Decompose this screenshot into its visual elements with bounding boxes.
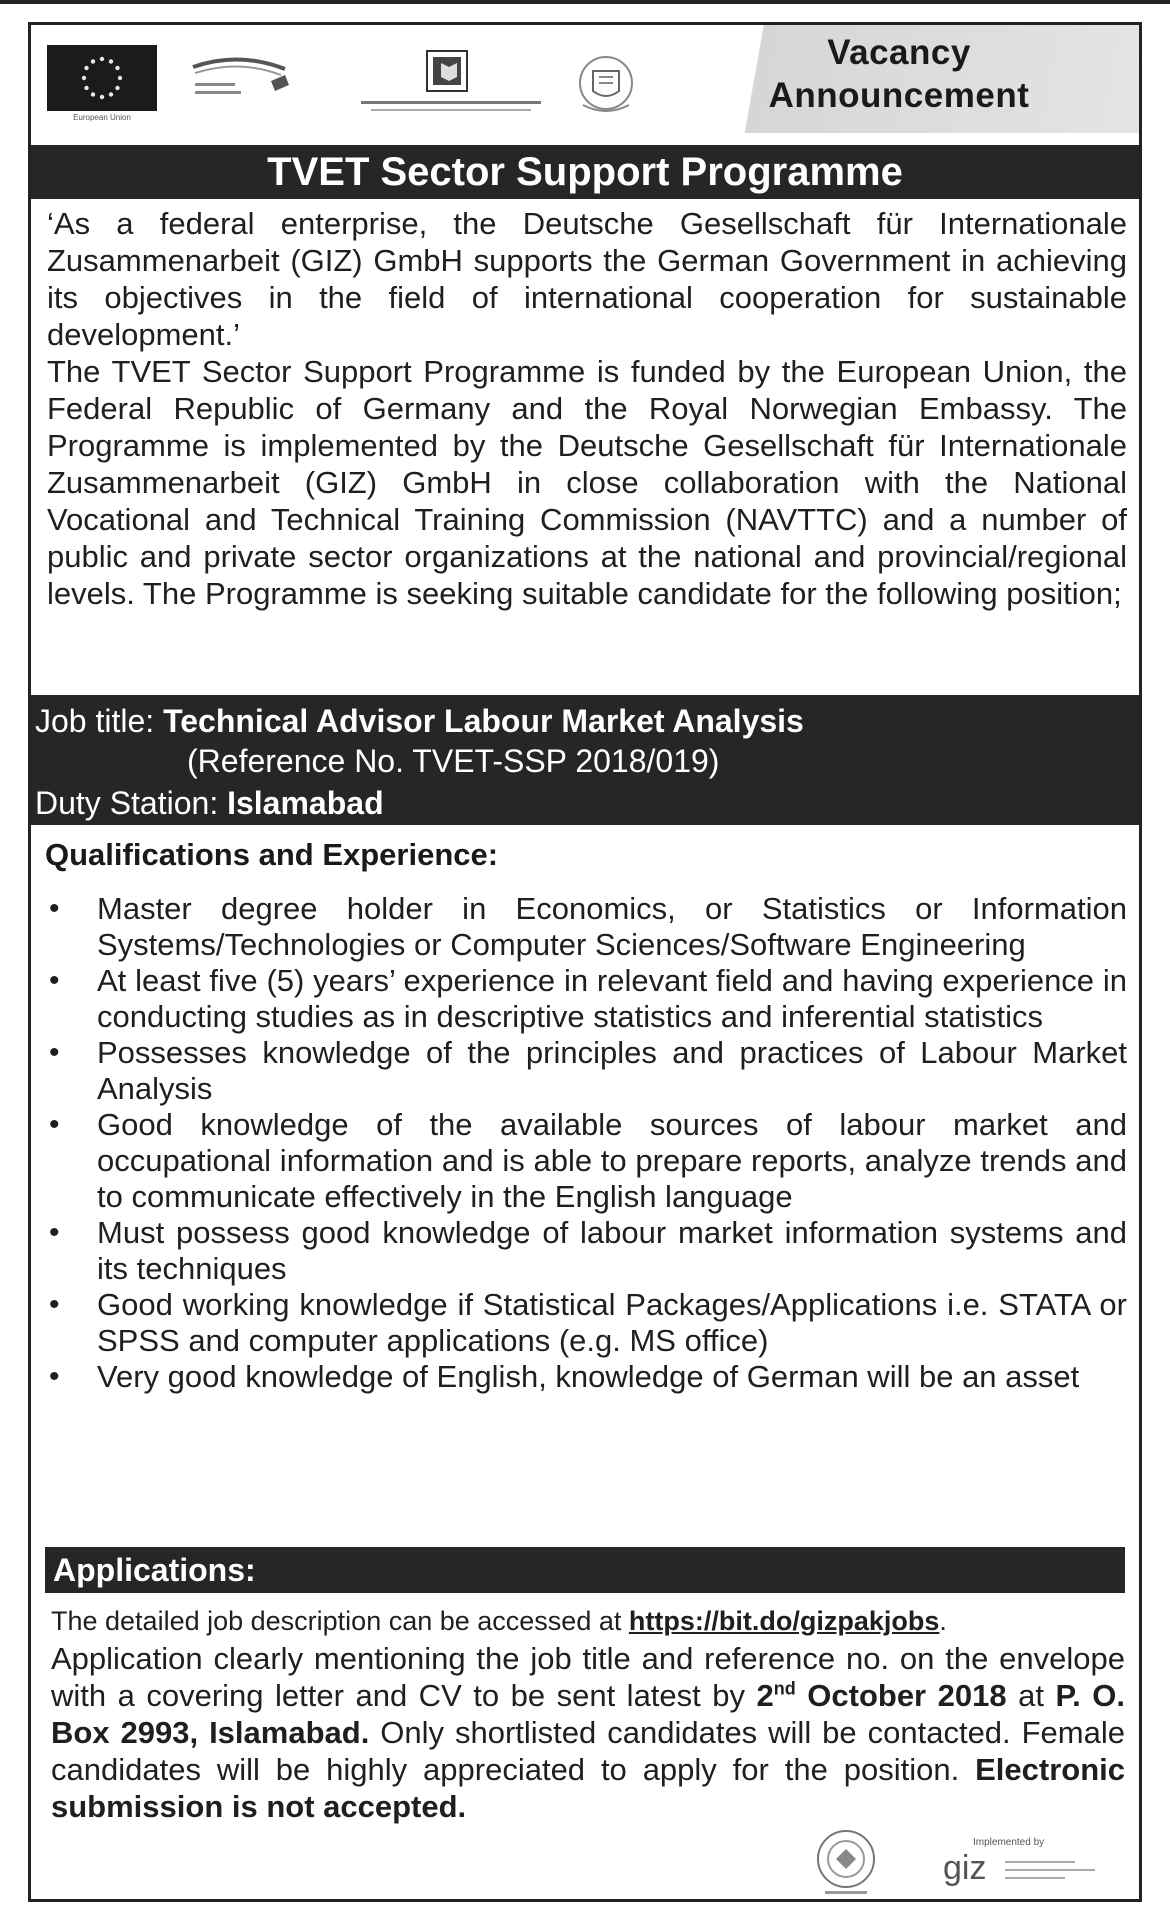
job-reference-number: (Reference No. TVET-SSP 2018/019) <box>187 743 720 779</box>
list-item <box>45 891 1127 963</box>
job-description-link[interactable]: https://bit.do/gizpakjobs <box>628 1606 940 1636</box>
job-description-prefix: The detailed job description can be accessed at <box>51 1606 629 1636</box>
ad-header <box>31 25 1139 133</box>
application-instructions-start: Application clearly mentioning the job title and reference no. on the envelope with a covering letter and CV to be sent latest by <box>51 1641 1125 1713</box>
deadline-day: 2 <box>756 1678 774 1713</box>
application-instructions <box>51 1640 1125 1825</box>
giz-implemented-by-logo <box>943 1837 1123 1897</box>
applications-heading: Applications: <box>45 1547 1125 1593</box>
job-details-box <box>31 695 1139 825</box>
bullet-icon: • <box>49 892 60 925</box>
list-item <box>45 1287 1127 1359</box>
at-word: at <box>1006 1678 1056 1713</box>
job-description-line <box>51 1603 1125 1640</box>
deadline-month-year: October 2018 <box>795 1678 1007 1713</box>
job-title-label: Job title: <box>35 703 164 739</box>
vacancy-advertisement <box>28 22 1142 1902</box>
list-item <box>45 963 1127 1035</box>
job-description-suffix: . <box>939 1606 947 1636</box>
intro-paragraph-giz: ‘As a federal enterprise, the Deutsche Gesellschaft für Internationale Zusammenarbeit (GIZ) GmbH supports the German Government in achieving its objectives in the field of international cooperation for sustainable development.’ <box>47 206 1127 352</box>
intro-paragraph-programme: The TVET Sector Support Programme is funded by the European Union, the Federal Republic of Germany and the Royal Norwegian Embassy. The Programme is implemented by the Deutsche Gesellschaft für Internationale Zusammenarbeit (GIZ) GmbH in close collaboration with the National Vocational and Technical Training Commission (NAVTTC) and a number of public and private sector organizations at the national and provincial/regional levels. The Programme is seeking suitable candidate for the following position; <box>47 354 1127 611</box>
partner-logos <box>31 25 671 133</box>
intro-text <box>47 205 1127 612</box>
postal-address: P. O. Box 2993, Islamabad. <box>51 1678 1125 1750</box>
qualification-text: Possesses knowledge of the principles and practices of Labour Market Analysis <box>97 1035 1127 1106</box>
deadline-date <box>757 1678 1007 1713</box>
vacancy-word: Vacancy <box>827 33 971 72</box>
duty-station-line <box>35 783 384 823</box>
qualification-text: Very good knowledge of English, knowledge of German will be an asset <box>97 1359 1080 1394</box>
qualification-text: Master degree holder in Economics, or Statistics or Information Systems/Technologies or Computer Sciences/Software Engineering <box>97 891 1127 962</box>
bullet-icon: • <box>49 1216 60 1249</box>
bullet-icon: • <box>49 1108 60 1141</box>
bullet-icon: • <box>49 1036 60 1069</box>
qualifications-list <box>45 891 1127 1395</box>
vacancy-announcement-box <box>699 25 1139 133</box>
eu-flag-icon <box>47 45 157 111</box>
qualification-text: At least five (5) years’ experience in relevant field and having experience in conducting studies as in descriptive statistics and inferential statistics <box>97 963 1127 1034</box>
list-item <box>45 1359 1127 1395</box>
job-title-line <box>35 701 804 741</box>
bullet-icon: • <box>49 964 60 997</box>
german-cooperation-logo-icon <box>189 47 299 117</box>
eu-caption: European Union <box>73 113 131 122</box>
list-item <box>45 1107 1127 1215</box>
giz-logo-text: giz <box>943 1849 987 1887</box>
qualification-text: Good working knowledge if Statistical Packages/Applications i.e. STATA or SPSS and computer applications (e.g. MS office) <box>97 1287 1127 1358</box>
list-item <box>45 1215 1127 1287</box>
announcement-word: Announcement <box>768 76 1030 115</box>
no-electronic-submission-note: Electronic submission is not accepted. <box>51 1752 1125 1824</box>
programme-title-banner: TVET Sector Support Programme <box>31 145 1139 199</box>
qualifications-heading: Qualifications and Experience: <box>45 837 499 872</box>
applications-text <box>51 1603 1125 1825</box>
implemented-by-label: Implemented by <box>973 1837 1045 1848</box>
giz-tagline-icon <box>1005 1857 1105 1887</box>
qualification-text: Must possess good knowledge of labour market information systems and its techniques <box>97 1215 1127 1286</box>
duty-station-value: Islamabad <box>227 785 384 821</box>
vacancy-announcement-title <box>749 31 1049 117</box>
list-item <box>45 1035 1127 1107</box>
navttc-logo-icon <box>801 1825 891 1899</box>
bullet-icon: • <box>49 1360 60 1393</box>
norwegian-embassy-logo-icon <box>361 47 541 119</box>
top-rule <box>0 0 1170 4</box>
qualification-text: Good knowledge of the available sources of labour market and occupational information and is able to prepare reports, analyze trends and to communicate effectively in the English language <box>97 1107 1127 1214</box>
job-title-value: Technical Advisor Labour Market Analysis <box>163 703 804 739</box>
duty-station-label: Duty Station: <box>35 785 228 821</box>
application-notes: Only shortlisted candidates will be contacted. Female candidates will be highly appreciated to apply for the position. <box>51 1715 1125 1787</box>
government-of-pakistan-emblem-icon <box>571 53 641 117</box>
deadline-day-suffix: nd <box>773 1678 796 1699</box>
bullet-icon: • <box>49 1288 60 1321</box>
